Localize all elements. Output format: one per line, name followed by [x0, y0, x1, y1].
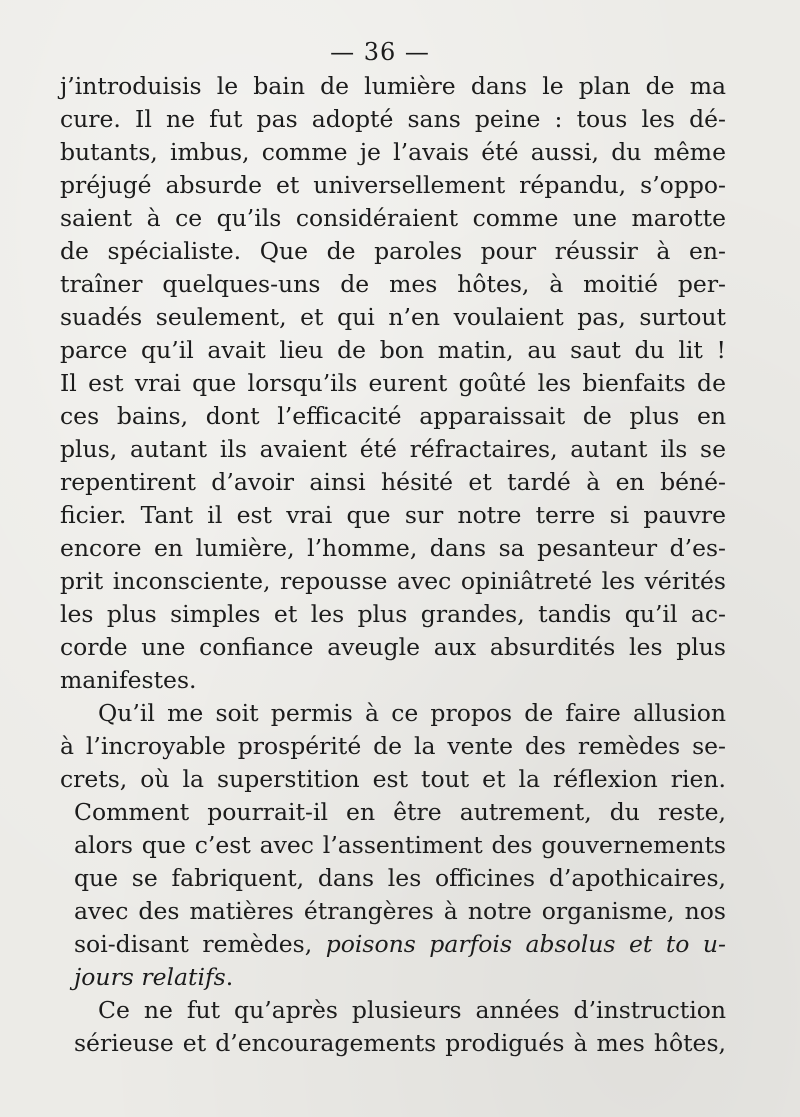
text-line: que se fabriquent, dans les officines d’apothicaires,	[74, 864, 726, 892]
text-line: traîner quelques-uns de mes hôtes, à moitié per-	[60, 270, 726, 298]
text-line: suadés seulement, et qui n’en voulaient pas, surtout	[60, 303, 726, 331]
text-line: alors que c’est avec l’assentiment des gouvernements	[74, 831, 726, 859]
text-line: ces bains, dont l’efficacité apparaissait de plus en	[60, 402, 726, 430]
italic-emphasis: jours relatifs	[74, 963, 226, 991]
page-number: — 36 —	[330, 38, 430, 66]
text-line: saient à ce qu’ils considéraient comme une marotte	[60, 204, 726, 232]
text-line: les plus simples et les plus grandes, tandis qu’il ac-	[60, 600, 726, 628]
text-line: ficier. Tant il est vrai que sur notre terre si pauvre	[60, 501, 726, 529]
text-line: Il est vrai que lorsqu’ils eurent goûté les bienfaits de	[60, 369, 726, 397]
text-line: manifestes.	[60, 666, 197, 694]
text-line: avec des matières étrangères à notre organisme, nos	[74, 897, 726, 925]
text-line: à l’incroyable prospérité de la vente des remèdes se-	[60, 732, 726, 760]
text-line: plus, autant ils avaient été réfractaires, autant ils se	[60, 435, 726, 463]
paragraph-first-line: Qu’il me soit permis à ce propos de faire allusion	[98, 699, 726, 727]
text-line: repentirent d’avoir ainsi hésité et tardé à en béné-	[60, 468, 726, 496]
text-line: Comment pourrait-il en être autrement, du reste,	[74, 798, 726, 826]
text-line	[60, 961, 726, 994]
text-segment: .	[225, 963, 234, 991]
text-line: corde une confiance aveugle aux absurdités les plus	[60, 633, 726, 661]
text-segment: soi-disant remèdes,	[74, 930, 313, 958]
text-line: j’introduisis le bain de lumière dans le plan de ma	[60, 72, 726, 100]
text-line: crets, où la superstition est tout et la réflexion rien.	[60, 765, 726, 793]
paragraph-first-line: Ce ne fut qu’après plusieurs années d’instruction	[98, 996, 726, 1024]
text-line: butants, imbus, comme je l’avais été aussi, du même	[60, 138, 726, 166]
italic-emphasis: poisons parfois absolus et to u-	[325, 930, 726, 958]
text-line: sérieuse et d’encouragements prodigués à mes hôtes,	[74, 1029, 726, 1057]
text-line	[60, 928, 726, 961]
text-line: de spécialiste. Que de paroles pour réussir à en-	[60, 237, 726, 265]
text-line: cure. Il ne fut pas adopté sans peine : tous les dé-	[60, 105, 726, 133]
body-text	[60, 70, 726, 1060]
text-line: préjugé absurde et universellement répandu, s’oppo-	[60, 171, 726, 199]
text-line: prit inconsciente, repousse avec opiniâtreté les vérités	[60, 567, 726, 595]
text-line: encore en lumière, l’homme, dans sa pesanteur d’es-	[60, 534, 726, 562]
text-line: parce qu’il avait lieu de bon matin, au saut du lit !	[60, 336, 726, 364]
